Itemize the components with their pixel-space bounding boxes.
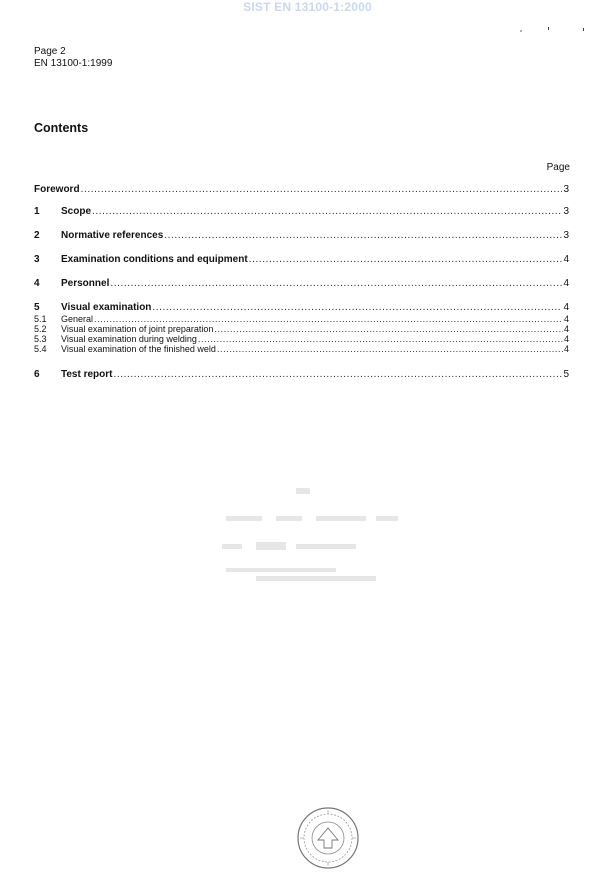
toc-entry-label: Normative references (61, 230, 164, 241)
toc-entry-finished-weld[interactable] (34, 344, 569, 354)
toc-entry-page: 3 (563, 230, 569, 241)
seal-icon (296, 806, 360, 875)
toc-entry-general[interactable] (34, 314, 569, 324)
toc-entry-examination-conditions[interactable] (34, 254, 569, 265)
toc-entry-page: 5 (563, 369, 569, 380)
toc-entry-joint-preparation[interactable] (34, 324, 569, 334)
toc-entry-page: 4 (563, 278, 569, 289)
toc-leader-dots (217, 344, 563, 354)
toc-entry-number: 3 (34, 254, 40, 265)
toc-entry-scope[interactable] (34, 206, 569, 217)
toc-entry-label: Personnel (61, 278, 110, 289)
toc-entry-test-report[interactable] (34, 369, 569, 380)
toc-entry-label: Visual examination during welding (61, 334, 197, 344)
toc-leader-dots (94, 314, 563, 324)
toc-entry-page: 3 (563, 184, 569, 195)
toc-leader-dots (110, 278, 562, 289)
toc-entry-page: 4 (563, 324, 569, 334)
toc-entry-label: Visual examination (61, 302, 152, 313)
toc-entry-number: 1 (34, 206, 40, 217)
document-watermark: SIST EN 13100-1:2000 (243, 0, 372, 14)
page-header (34, 46, 112, 70)
toc-entry-during-welding[interactable] (34, 334, 569, 344)
toc-leader-dots (81, 184, 563, 195)
page-column-label: Page (546, 162, 570, 173)
toc-entry-visual-examination[interactable] (34, 302, 569, 313)
toc-leader-dots (198, 334, 563, 344)
document-reference: EN 13100-1:1999 (34, 58, 113, 69)
toc-leader-dots (249, 254, 563, 265)
page-number: Page 2 (34, 46, 66, 57)
toc-leader-dots (214, 324, 563, 334)
toc-leader-dots (92, 206, 562, 217)
toc-entry-label: Visual examination of the finished weld (61, 344, 216, 354)
toc-entry-number: 5.1 (34, 314, 47, 324)
toc-leader-dots (114, 369, 563, 380)
toc-entry-number: 4 (34, 278, 40, 289)
toc-leader-dots (164, 230, 562, 241)
toc-entry-label: Foreword (34, 184, 80, 195)
toc-leader-dots (152, 302, 562, 313)
toc-entry-number: 5.3 (34, 334, 47, 344)
scan-artifact (518, 24, 588, 36)
toc-entry-label: Scope (61, 206, 92, 217)
toc-entry-page: 4 (563, 334, 569, 344)
toc-entry-normative-references[interactable] (34, 230, 569, 241)
toc-entry-label: Test report (61, 369, 113, 380)
faint-stamp-mark (216, 480, 406, 590)
toc-entry-page: 4 (563, 254, 569, 265)
toc-entry-page: 3 (563, 206, 569, 217)
contents-heading: Contents (34, 121, 89, 135)
toc-entry-foreword[interactable] (34, 184, 569, 195)
toc-entry-number: 5.2 (34, 324, 47, 334)
toc-entry-label: Visual examination of joint preparation (61, 324, 214, 334)
toc-entry-number: 6 (34, 369, 40, 380)
toc-entry-number: 5 (34, 302, 40, 313)
toc-entry-page: 4 (563, 314, 569, 324)
toc-entry-page: 4 (563, 302, 569, 313)
toc-entry-page: 4 (563, 344, 569, 354)
toc-entry-label: Examination conditions and equipment (61, 254, 248, 265)
toc-entry-number: 2 (34, 230, 40, 241)
toc-entry-personnel[interactable] (34, 278, 569, 289)
toc-entry-number: 5.4 (34, 344, 47, 354)
toc-entry-label: General (61, 314, 94, 324)
